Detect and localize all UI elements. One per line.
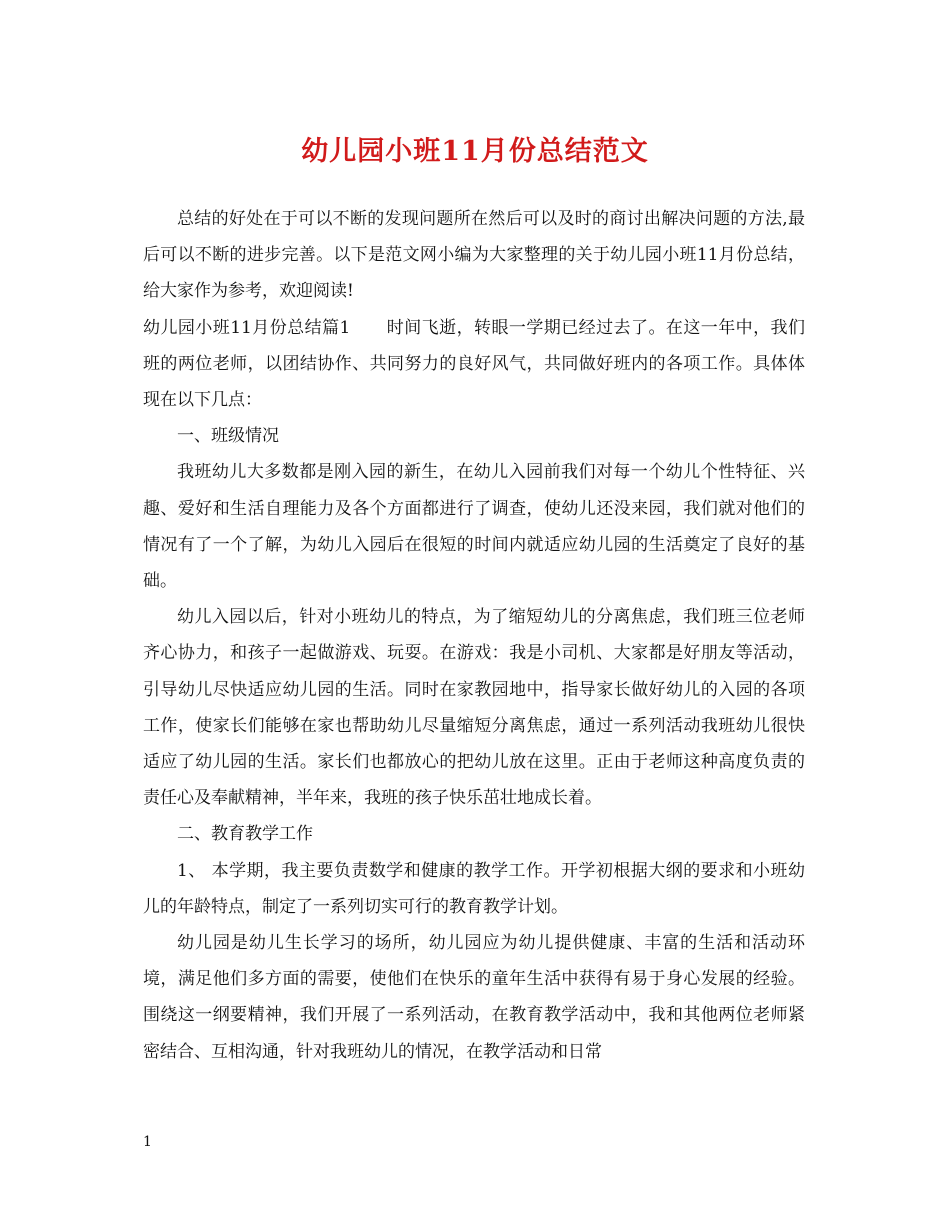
paragraph-class-situation-2: 幼儿入园以后，针对小班幼儿的特点，为了缩短幼儿的分离焦虑，我们班三位老师齐心协力，和孩子一起做游戏、玩耍。在游戏：我是小司机、大家都是好朋友等活动，引导幼儿尽快适应幼儿园的生活。同时在家教园地中，指导家长做好幼儿的入园的各项工作，使家长们能够在家也帮助幼儿尽量缩短分离焦虑，通过一系列活动我班幼儿很快适应了幼儿园的生活。家长们也都放心的把幼儿放在这里。正由于老师这种高度负责的责任心及奉献精神，半年来，我班的孩子快乐茁壮地成长着。	[143, 607, 805, 809]
paragraph-section-1-opening	[143, 310, 805, 419]
document-body	[143, 201, 805, 1070]
paragraph-teaching-item-1: 1、 本学期，我主要负责数学和健康的教学工作。开学初根据大纲的要求和小班幼儿的年龄特点，制定了一系列切实可行的教育教学计划。	[143, 860, 805, 917]
paragraph-section-1-text: 时间飞逝，转眼一学期已经过去了。在这一年中，我们班的两位老师，以团结协作、共同努力的良好风气，共同做好班内的各项工作。具体体现在以下几点：	[143, 317, 806, 411]
article-label: 幼儿园小班11月份总结篇1	[143, 317, 351, 338]
paragraph-teaching-2: 幼儿园是幼儿生长学习的场所，幼儿园应为幼儿提供健康、丰富的生活和活动环境，满足他们多方面的需要，使他们在快乐的童年生活中获得有易于身心发展的经验。围绕这一纲要精神，我们开展了一系列活动，在教育教学活动中，我和其他两位老师紧密结合、互相沟通，针对我班幼儿的情况，在教学活动和日常	[143, 933, 805, 1062]
paragraph-class-situation-1: 我班幼儿大多数都是刚入园的新生，在幼儿入园前我们对每一个幼儿个性特征、兴趣、爱好和生活自理能力及各个方面都进行了调查，使幼儿还没来园，我们就对他们的情况有了一个了解，为幼儿入园后在很短的时间内就适应幼儿园的生活奠定了良好的基础。	[143, 462, 805, 592]
heading-class-situation: 一、班级情况	[177, 426, 279, 447]
heading-teaching-work: 二、教育教学工作	[177, 824, 313, 845]
paragraph-intro: 总结的好处在于可以不断的发现问题所在然后可以及时的商讨出解决问题的方法,最后可以不断的进步完善。以下是范文网小编为大家整理的关于幼儿园小班11月份总结，给大家作为参考，欢迎阅读!	[143, 209, 805, 302]
document-title: 幼儿园小班11月份总结范文	[301, 136, 649, 167]
page-number: 1	[143, 1134, 152, 1150]
